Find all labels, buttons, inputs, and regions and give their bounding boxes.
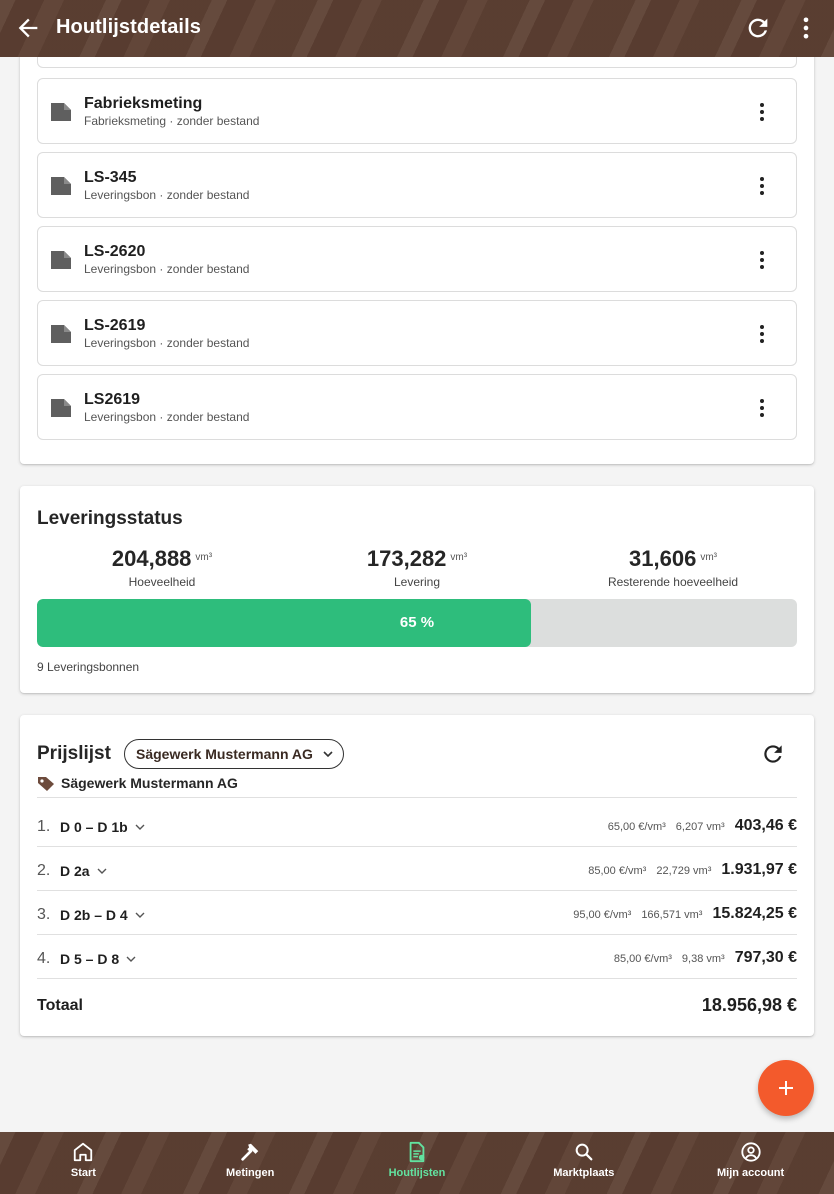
pricelist-select-value: Sägewerk Mustermann AG — [136, 746, 313, 762]
nav-label: Houtlijsten — [388, 1167, 446, 1179]
more-vert-icon[interactable] — [750, 322, 774, 346]
total-value: 18.956,98 € — [701, 995, 797, 1015]
section-title: Prijslijst — [37, 743, 111, 764]
document-item[interactable] — [37, 78, 797, 144]
divider — [37, 797, 797, 798]
nav-label: Mijn account — [716, 1167, 785, 1179]
row-class-label: D 2a — [60, 863, 90, 879]
row-price: 85,00 €/vm³ — [613, 953, 672, 965]
price-row[interactable] — [37, 849, 797, 893]
add-fab-button[interactable] — [758, 1060, 814, 1116]
nav-label: Marktplaats — [553, 1167, 615, 1179]
document-list-icon — [406, 1141, 428, 1163]
divider — [37, 978, 797, 979]
row-class-label: D 0 – D 1b — [60, 819, 128, 835]
delivery-progress-bar — [37, 599, 797, 647]
document-title: Fabrieksmeting — [84, 95, 203, 112]
chevron-down-icon — [96, 865, 108, 877]
divider — [37, 846, 797, 847]
row-volume: 22,729 vm³ — [656, 865, 712, 877]
nav-item-start[interactable] — [0, 1132, 167, 1194]
row-index: 2. — [37, 862, 51, 879]
row-amount: 797,30 € — [734, 949, 797, 966]
document-subtitle: Leveringsbon · zonder bestand — [84, 336, 250, 350]
scroll-content[interactable] — [0, 57, 834, 1132]
plus-icon — [774, 1076, 798, 1100]
more-vert-icon[interactable] — [750, 174, 774, 198]
document-subtitle: Fabrieksmeting · zonder bestand — [84, 114, 260, 128]
row-class-label: D 5 – D 8 — [60, 951, 120, 967]
stat-unit: vm³ — [700, 552, 717, 563]
document-title: LS-345 — [84, 169, 137, 186]
refresh-icon[interactable] — [760, 741, 786, 767]
document-subtitle: Leveringsbon · zonder bestand — [84, 410, 250, 424]
refresh-icon[interactable] — [744, 14, 772, 42]
row-amount: 15.824,25 € — [712, 905, 797, 922]
pricelist-card — [20, 715, 814, 1036]
row-class[interactable] — [60, 951, 137, 967]
more-vert-icon[interactable] — [750, 396, 774, 420]
row-volume: 166,571 vm³ — [641, 909, 703, 921]
document-item-partial[interactable] — [37, 57, 797, 68]
row-index: 1. — [37, 818, 51, 835]
arrow-left-icon[interactable] — [14, 14, 42, 42]
file-icon — [50, 176, 72, 196]
app-bar — [0, 0, 834, 57]
file-icon — [50, 102, 72, 122]
nav-item-account[interactable] — [667, 1132, 834, 1194]
row-class[interactable] — [60, 863, 108, 879]
progress-label: 65 % — [399, 614, 435, 631]
stat-label: Levering — [393, 575, 441, 589]
stat-remaining — [543, 546, 803, 589]
stat-label: Resterende hoeveelheid — [607, 575, 739, 589]
stat-unit: vm³ — [450, 552, 468, 563]
document-item[interactable] — [37, 374, 797, 440]
nav-item-houtlijsten[interactable] — [334, 1132, 501, 1194]
document-item[interactable] — [37, 152, 797, 218]
file-icon — [50, 398, 72, 418]
hammer-icon — [239, 1141, 261, 1163]
nav-item-metingen[interactable] — [167, 1132, 334, 1194]
row-price: 65,00 €/vm³ — [607, 821, 666, 833]
page-title: Houtlijstdetails — [56, 16, 201, 38]
file-icon — [50, 324, 72, 344]
row-index: 4. — [37, 950, 51, 967]
documents-card — [20, 57, 814, 464]
chevron-down-icon — [134, 909, 146, 921]
price-row[interactable] — [37, 937, 797, 981]
document-title: LS-2620 — [84, 243, 146, 260]
stat-value: 204,888 — [111, 546, 192, 571]
delivery-notes-count: 9 Leveringsbonnen — [37, 660, 140, 674]
row-index: 3. — [37, 906, 51, 923]
row-price: 85,00 €/vm³ — [588, 865, 647, 877]
nav-item-marktplaats[interactable] — [500, 1132, 667, 1194]
nav-label: Start — [70, 1167, 96, 1179]
row-amount: 1.931,97 € — [721, 861, 797, 878]
stat-label: Hoeveelheid — [128, 575, 196, 589]
account-icon — [740, 1141, 762, 1163]
price-row[interactable] — [37, 893, 797, 937]
total-label: Totaal — [37, 997, 83, 1014]
divider — [37, 934, 797, 935]
stat-unit: vm³ — [195, 552, 213, 563]
more-vert-icon[interactable] — [792, 14, 820, 42]
home-icon — [72, 1141, 94, 1163]
section-title: Leveringsstatus — [37, 508, 183, 529]
delivery-status-card — [20, 486, 814, 693]
supplier-label — [37, 775, 238, 791]
file-icon — [50, 250, 72, 270]
row-volume: 6,207 vm³ — [675, 821, 725, 833]
stat-quantity — [32, 546, 292, 589]
row-amount: 403,46 € — [734, 817, 797, 834]
price-row[interactable] — [37, 805, 797, 849]
stat-value: 31,606 — [629, 546, 697, 571]
more-vert-icon[interactable] — [750, 100, 774, 124]
document-title: LS2619 — [84, 391, 141, 408]
row-volume: 9,38 vm³ — [681, 953, 725, 965]
document-subtitle: Leveringsbon · zonder bestand — [84, 188, 250, 202]
chevron-down-icon — [134, 821, 146, 833]
row-price: 95,00 €/vm³ — [573, 909, 632, 921]
search-icon — [573, 1141, 595, 1163]
row-class[interactable] — [60, 907, 146, 923]
document-item[interactable] — [37, 300, 797, 366]
divider — [37, 890, 797, 891]
row-class[interactable] — [60, 819, 146, 835]
document-subtitle: Leveringsbon · zonder bestand — [84, 262, 250, 276]
stat-delivered — [287, 546, 547, 589]
more-vert-icon[interactable] — [750, 248, 774, 272]
bottom-navigation — [0, 1132, 834, 1194]
tag-icon — [37, 776, 55, 792]
chevron-down-icon — [125, 953, 137, 965]
document-title: LS-2619 — [84, 317, 146, 334]
supplier-name: Sägewerk Mustermann AG — [61, 775, 238, 791]
nav-label: Metingen — [226, 1167, 275, 1179]
stat-value: 173,282 — [366, 546, 447, 571]
document-item[interactable] — [37, 226, 797, 292]
row-class-label: D 2b – D 4 — [60, 907, 128, 923]
chevron-down-icon — [322, 748, 334, 760]
pricelist-select[interactable] — [124, 739, 344, 769]
